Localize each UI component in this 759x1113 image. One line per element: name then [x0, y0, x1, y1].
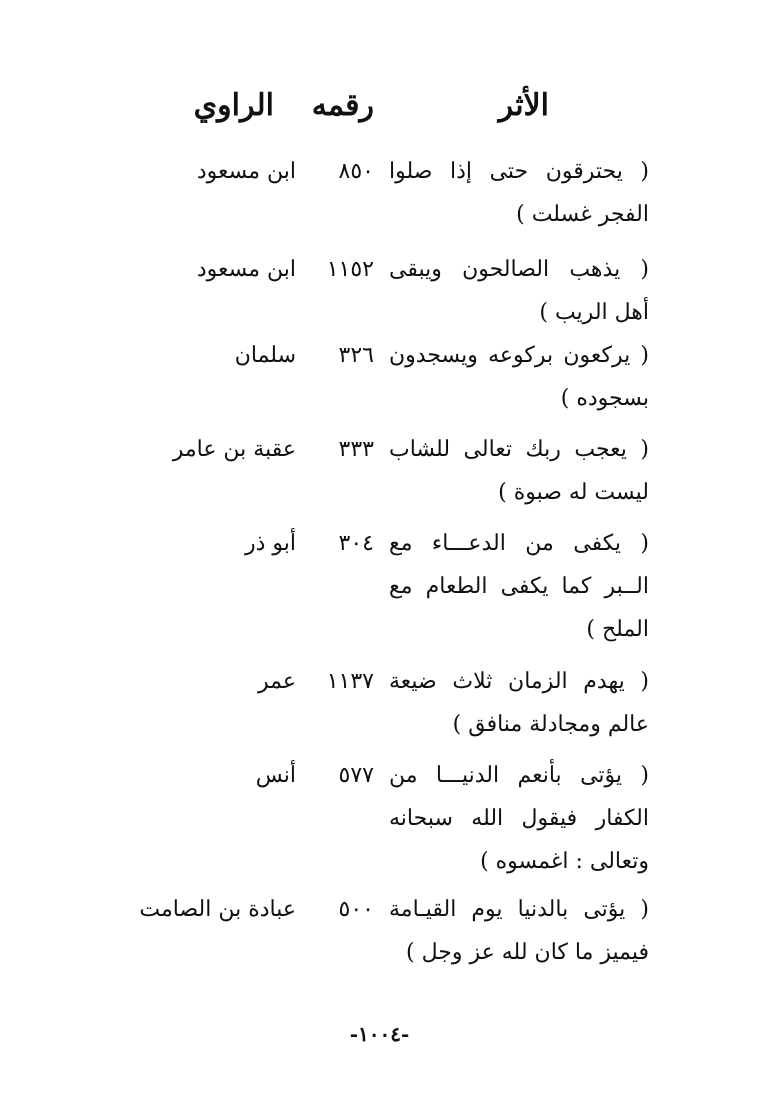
- rawi-name: أبو ذر: [244, 531, 296, 556]
- raqm-number: ١١٣٧: [326, 669, 374, 694]
- header-raqm: رقمه: [311, 88, 374, 123]
- athar-text: ( يؤتى بالدنيا يوم القيـامة فيميز ما كان لله عز وجل ): [389, 897, 649, 965]
- rawi-name: عبادة بن الصامت: [139, 897, 296, 922]
- raqm-number: ٣٣٣: [338, 437, 374, 462]
- raqm-number: ١١٥٢: [326, 257, 374, 282]
- athar-text: ( يؤتى بأنعم الدنيـــا من الكفار فيقول الله سبحانه وتعالى : اغمسوه ): [389, 763, 649, 874]
- athar-text: ( يهدم الزمان ثلاث ضيعة عالم ومجادلة منافق ): [389, 669, 649, 737]
- table-header: [0, 88, 759, 138]
- rawi-name: أنس: [255, 763, 296, 788]
- athar-text: ( يعجب ربك تعالى للشاب ليست له صبوة ): [389, 437, 649, 505]
- page-number: -١٠٠٤-: [349, 1022, 410, 1046]
- raqm-number: ٥٧٧: [338, 763, 374, 788]
- raqm-number: ٨٥٠: [338, 159, 374, 184]
- raqm-number: ٣٢٦: [338, 343, 374, 368]
- raqm-number: ٣٠٤: [338, 531, 374, 556]
- rawi-name: سلمان: [234, 343, 296, 368]
- header-athar: الأثر: [498, 88, 549, 123]
- rawi-name: عقبة بن عامر: [172, 437, 296, 462]
- athar-text: ( يكفى من الدعـــاء مع الــبر كما يكفى الطعام مع الملح ): [389, 531, 649, 642]
- raqm-number: ٥٠٠: [338, 897, 374, 922]
- athar-text: ( يركعون بركوعه ويسجدون بسجوده ): [389, 343, 649, 411]
- athar-text: ( يذهب الصالحون ويبقى أهل الريب ): [389, 257, 649, 325]
- rawi-name: ابن مسعود: [196, 159, 296, 184]
- athar-text: ( يحترقون حتى إذا صلوا الفجر غسلت ): [389, 159, 649, 227]
- header-rawi: الراوي: [193, 88, 274, 123]
- rawi-name: عمر: [258, 669, 296, 694]
- rawi-name: ابن مسعود: [196, 257, 296, 282]
